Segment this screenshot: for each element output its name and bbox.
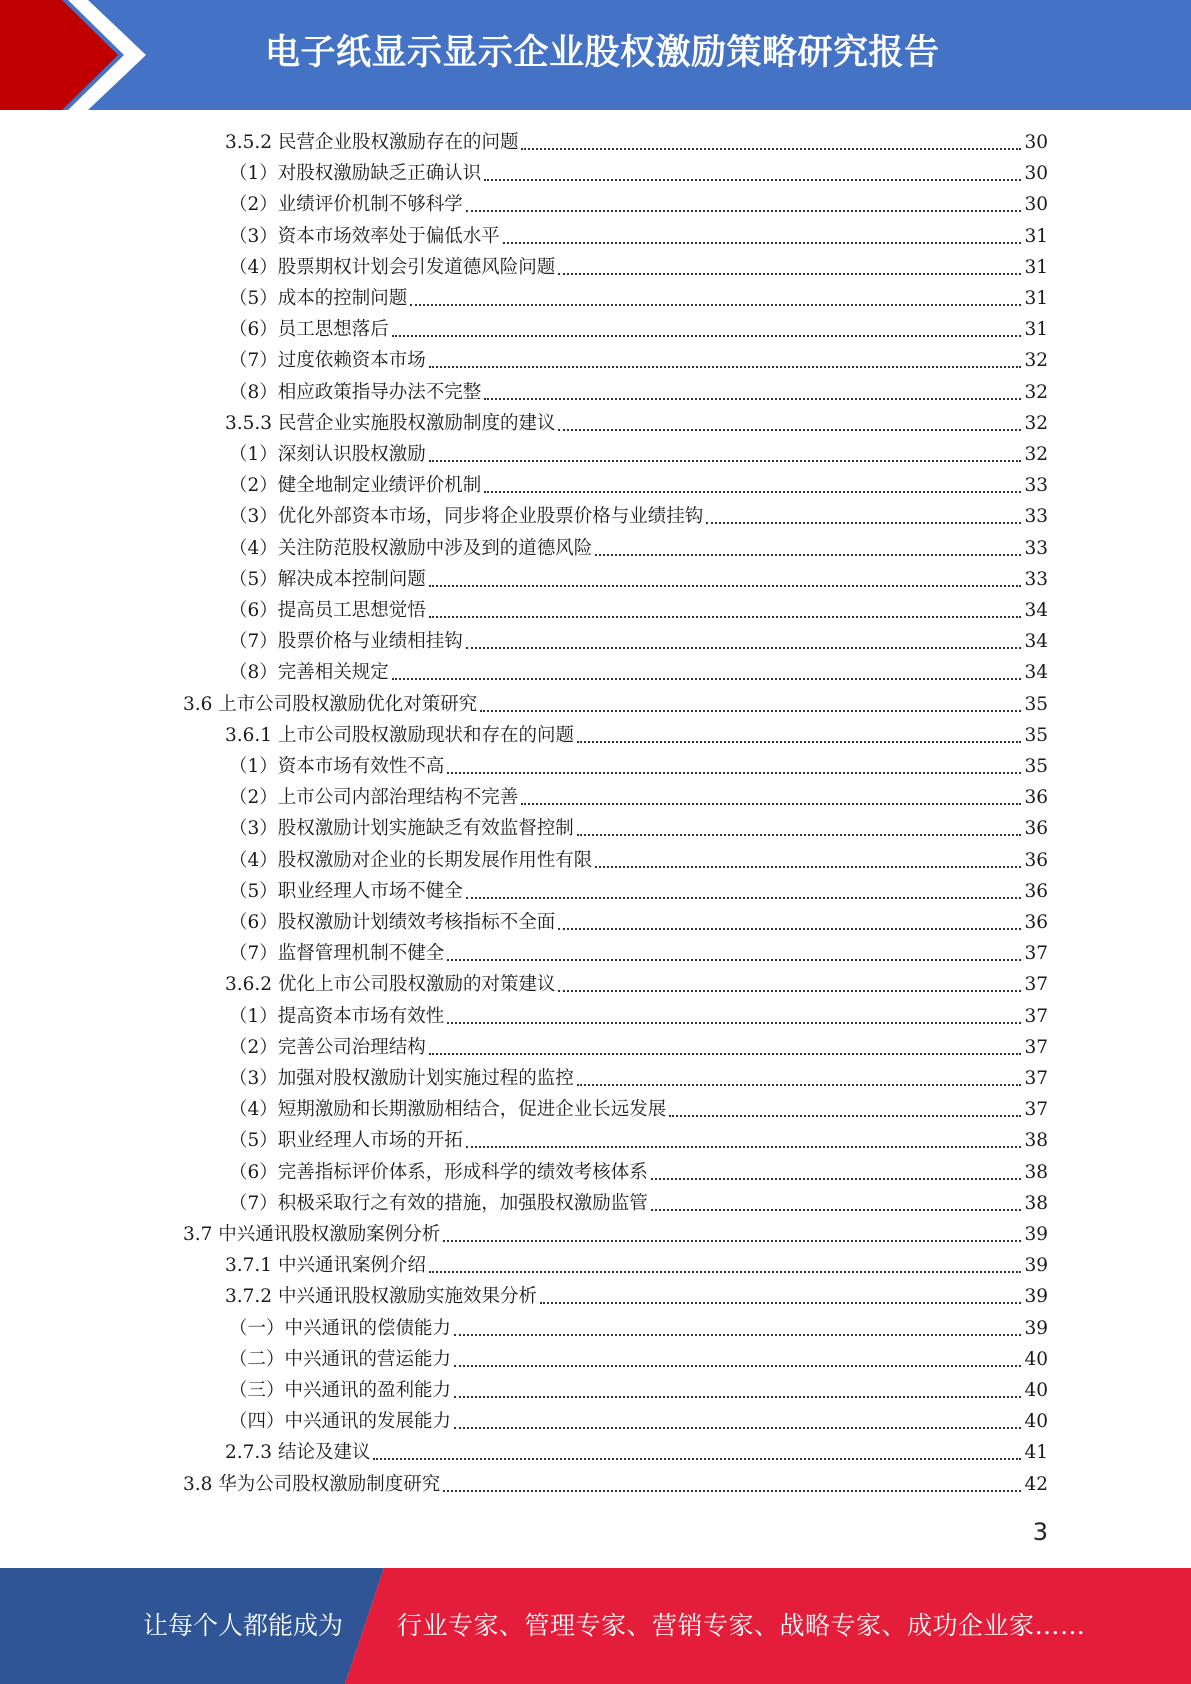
footer-slogan-left: 让每个人都能成为 [143,1611,344,1640]
toc-entry-label: （7）积极采取行之有效的措施，加强股权激励监管 [229,1192,648,1214]
toc-leader-dots [595,554,1021,556]
toc-leader-dots [466,210,1022,212]
toc-entry-label: 3.6 上市公司股权激励优化对策研究 [183,693,478,715]
toc-entry-page: 40 [1024,1348,1048,1370]
toc-entry-label: （1）资本市场有效性不高 [229,756,445,777]
toc-entry-page: 31 [1024,319,1048,341]
toc-entry[interactable] [229,439,1048,470]
toc-leader-dots [521,803,1021,805]
toc-leader-dots [392,678,1022,680]
toc-entry-page: 36 [1024,849,1048,871]
toc-entry[interactable] [229,845,1048,876]
toc-entry-page: 32 [1024,381,1048,403]
toc-leader-dots [558,928,1021,930]
toc-entry[interactable] [229,221,1048,252]
toc-leader-dots [651,1209,1022,1211]
toc-entry-page: 35 [1024,693,1048,715]
toc-entry-page: 36 [1024,818,1048,840]
toc-leader-dots [454,1427,1021,1429]
toc-entry[interactable] [229,907,1048,938]
toc-leader-dots [429,1053,1022,1055]
toc-leader-dots [429,616,1022,618]
toc-leader-dots [429,366,1022,368]
toc-leader-dots [558,429,1021,431]
toc-entry-label: （6）完善指标评价体系，形成科学的绩效考核体系 [229,1161,648,1183]
toc-entry-label: （7）监督管理机制不健全 [229,943,445,965]
toc-entry-label: （7）股票价格与业绩相挂钩 [229,631,463,653]
toc-entry-label: （5）成本的控制问题 [229,288,408,309]
toc-leader-dots [503,242,1022,244]
toc-entry[interactable] [229,189,1048,220]
toc-entry-label: （3）加强对股权激励计划实施过程的监控 [229,1068,574,1089]
toc-entry-label: （7）过度依赖资本市场 [229,350,426,372]
toc-entry-label: （8）完善相关规定 [229,662,389,684]
toc-entry[interactable] [229,1063,1048,1094]
toc-entry-page: 32 [1024,412,1048,434]
toc-entry[interactable] [229,595,1048,626]
toc-entry[interactable] [229,1344,1048,1375]
toc-entry[interactable] [225,969,1048,1000]
toc-entry[interactable] [229,1406,1048,1437]
toc-entry-label: 3.8 华为公司股权激励制度研究 [183,1473,441,1495]
toc-entry[interactable] [229,501,1048,532]
toc-entry-page: 31 [1024,225,1048,247]
toc-entry[interactable] [229,1157,1048,1188]
toc-entry-page: 30 [1024,194,1048,216]
toc-entry-page: 37 [1024,1068,1048,1089]
toc-entry-label: （5）职业经理人市场的开拓 [229,1130,463,1152]
page-number: 3 [1032,1518,1048,1546]
toc-leader-dots [447,1022,1021,1024]
toc-entry-page: 36 [1024,912,1048,933]
toc-entry-page: 42 [1024,1473,1048,1495]
toc-entry-label: （2）健全地制定业绩评价机制 [229,475,482,497]
toc-entry[interactable] [229,314,1048,345]
toc-entry-label: （2）业绩评价机制不够科学 [229,194,463,216]
toc-leader-dots [484,179,1021,181]
toc-leader-dots [454,1334,1021,1336]
toc-leader-dots [521,148,1021,150]
toc-entry[interactable] [229,1188,1048,1219]
toc-entry[interactable] [183,1219,1048,1250]
toc-leader-dots [392,335,1022,337]
toc-entry[interactable] [229,252,1048,283]
toc-entry-page: 30 [1024,132,1048,153]
toc-leader-dots [484,491,1021,493]
toc-entry-page: 38 [1024,1161,1048,1183]
toc-entry[interactable] [225,1281,1048,1312]
toc-entry[interactable] [225,720,1048,751]
toc-entry-label: （1）深刻认识股权激励 [229,444,426,465]
toc-entry-label: 3.5.3 民营企业实施股权激励制度的建议 [225,412,556,434]
toc-leader-dots [429,585,1022,587]
toc-entry-page: 30 [1024,163,1048,185]
header-title: 电子纸显示显示企业股权激励策略研究报告 [265,33,940,73]
toc-entry-label: （3）优化外部资本市场，同步将企业股票价格与业绩挂钩 [229,506,704,528]
toc-entry[interactable] [225,1437,1048,1468]
toc-leader-dots [466,1146,1022,1148]
toc-entry[interactable] [225,127,1048,158]
toc-leader-dots [443,1490,1021,1492]
toc-entry-label: （5）职业经理人市场不健全 [229,880,463,902]
toc-entry-page: 36 [1024,787,1048,809]
toc-entry[interactable] [229,1094,1048,1125]
toc-entry-page: 34 [1024,600,1048,621]
toc-leader-dots [454,1396,1021,1398]
toc-entry-page: 38 [1024,1192,1048,1214]
toc-leader-dots [466,647,1022,649]
toc-entry-page: 35 [1024,724,1048,746]
toc-entry-page: 40 [1024,1411,1048,1433]
toc-entry[interactable] [225,408,1048,439]
toc-entry-page: 31 [1024,256,1048,278]
toc-entry[interactable] [225,1250,1048,1281]
toc-entry[interactable] [229,377,1048,408]
toc-entry[interactable] [229,876,1048,907]
toc-leader-dots [447,959,1021,961]
toc-entry-page: 34 [1024,662,1048,684]
toc-leader-dots [484,398,1021,400]
toc-entry-label: （一）中兴通讯的偿债能力 [229,1317,452,1339]
toc-entry-label: （5）解决成本控制问题 [229,568,426,590]
toc-entry-page: 33 [1024,537,1048,559]
toc-entry-page: 39 [1024,1255,1048,1277]
toc-entry-label: （1）对股权激励缺乏正确认识 [229,163,482,185]
toc-entry-page: 39 [1024,1224,1048,1245]
toc-entry-label: （二）中兴通讯的营运能力 [229,1348,452,1370]
toc-entry-label: （三）中兴通讯的盈利能力 [229,1380,452,1401]
toc-leader-dots [540,1302,1021,1304]
toc-entry[interactable] [229,626,1048,657]
toc-entry-label: 3.7.2 中兴通讯股权激励实施效果分析 [225,1286,537,1308]
footer-slogan-right: 行业专家、管理专家、营销专家、战略专家、成功企业家…… [397,1611,1086,1640]
toc-leader-dots [454,1365,1021,1367]
toc-leader-dots [577,834,1022,836]
toc-leader-dots [558,990,1021,992]
toc-entry-page: 34 [1024,631,1048,653]
toc-leader-dots [480,710,1021,712]
toc-entry[interactable] [229,564,1048,595]
toc-entry-label: （8）相应政策指导办法不完整 [229,381,482,403]
toc-entry-label: （1）提高资本市场有效性 [229,1005,445,1027]
toc-entry-label: （4）股权激励对企业的长期发展作用性有限 [229,849,593,871]
toc-leader-dots [373,1458,1021,1460]
toc-entry-label: 3.6.1 上市公司股权激励现状和存在的问题 [225,724,574,746]
page-footer [0,1568,1191,1684]
toc-entry[interactable] [229,1125,1048,1156]
toc-entry[interactable] [229,938,1048,969]
toc-entry[interactable] [229,1032,1048,1063]
toc-leader-dots [595,866,1021,868]
toc-leader-dots [577,1084,1022,1086]
toc-entry-page: 39 [1024,1317,1048,1339]
toc-entry-label: 2.7.3 结论及建议 [225,1442,371,1464]
toc-entry[interactable] [229,782,1048,813]
toc-entry-page: 32 [1024,350,1048,372]
toc-leader-dots [429,460,1022,462]
toc-entry-page: 39 [1024,1286,1048,1308]
toc-entry[interactable] [229,657,1048,688]
toc-entry[interactable] [229,1001,1048,1032]
toc-leader-dots [429,1271,1021,1273]
toc-entry-label: 3.5.2 民营企业股权激励存在的问题 [225,132,519,153]
toc-entry-label: （6）员工思想落后 [229,319,389,341]
toc-leader-dots [466,897,1022,899]
toc-entry[interactable] [229,813,1048,844]
toc-entry-page: 38 [1024,1130,1048,1152]
toc-entry-label: （四）中兴通讯的发展能力 [229,1411,452,1433]
toc-entry-page: 36 [1024,880,1048,902]
toc-entry[interactable] [229,470,1048,501]
red-arrow-icon [0,0,150,110]
toc-entry-page: 32 [1024,444,1048,465]
toc-leader-dots [558,273,1021,275]
toc-entry[interactable] [183,1469,1048,1500]
toc-entry-label: （6）提高员工思想觉悟 [229,600,426,621]
toc-entry-label: （4）股票期权计划会引发道德风险问题 [229,256,556,278]
page-header [0,0,1191,110]
toc-entry[interactable] [183,689,1048,720]
toc-entry-page: 37 [1024,1099,1048,1121]
toc-entry[interactable] [229,533,1048,564]
toc-entry[interactable] [229,1313,1048,1344]
toc-entry[interactable] [229,283,1048,314]
toc-entry-page: 31 [1024,288,1048,309]
toc-leader-dots [706,522,1021,524]
toc-entry-page: 33 [1024,568,1048,590]
toc-entry-page: 33 [1024,506,1048,528]
toc-leader-dots [410,304,1021,306]
toc-entry[interactable] [229,345,1048,376]
toc-entry-label: （4）短期激励和长期激励相结合，促进企业长远发展 [229,1099,667,1121]
toc-entry-page: 37 [1024,1036,1048,1058]
toc-leader-dots [577,741,1021,743]
toc-leader-dots [651,1178,1022,1180]
toc-entry-label: （3）资本市场效率处于偏低水平 [229,225,500,247]
toc-entry[interactable] [229,1375,1048,1406]
toc-entry-page: 37 [1024,1005,1048,1027]
toc-entry-page: 41 [1024,1442,1048,1464]
toc-leader-dots [443,1240,1021,1242]
toc-entry-page: 35 [1024,756,1048,777]
toc-entry-label: （6）股权激励计划绩效考核指标不全面 [229,912,556,933]
toc-entry-page: 37 [1024,943,1048,965]
toc-leader-dots [669,1115,1021,1117]
toc-entry-label: （3）股权激励计划实施缺乏有效监督控制 [229,818,574,840]
toc-entry-label: 3.7 中兴通讯股权激励案例分析 [183,1224,441,1245]
toc-entry-label: 3.6.2 优化上市公司股权激励的对策建议 [225,974,556,996]
toc-leader-dots [447,772,1021,774]
toc-entry-label: 3.7.1 中兴通讯案例介绍 [225,1255,426,1277]
toc-entry[interactable] [229,158,1048,189]
toc-entry-page: 33 [1024,475,1048,497]
toc-entry-page: 37 [1024,974,1048,996]
toc-entry-label: （4）关注防范股权激励中涉及到的道德风险 [229,537,593,559]
toc-entry-label: （2）完善公司治理结构 [229,1036,426,1058]
toc-entry-label: （2）上市公司内部治理结构不完善 [229,787,519,809]
toc-entry-page: 40 [1024,1380,1048,1401]
toc-entry[interactable] [229,751,1048,782]
